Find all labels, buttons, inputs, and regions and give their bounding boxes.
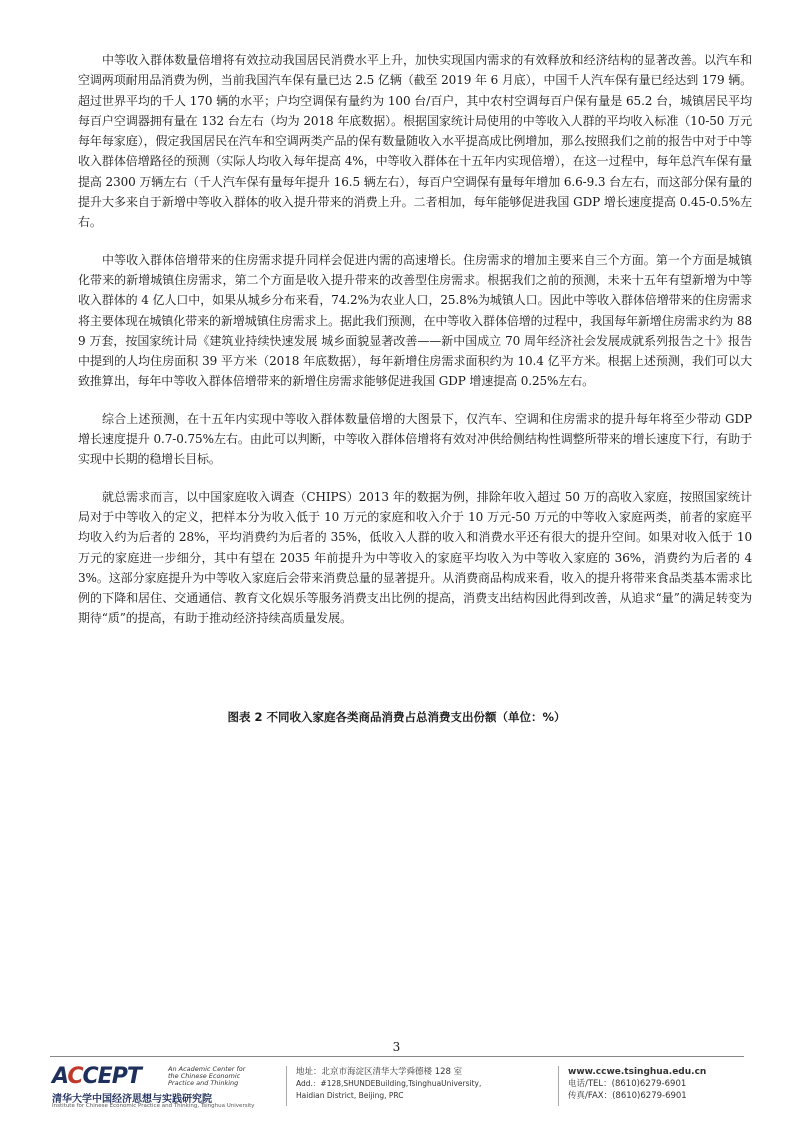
page-number: 3 [392,1040,401,1054]
footer-address [296,1066,481,1102]
logo-mark: ACCEPT [52,1064,141,1089]
page-footer [50,1062,744,1112]
logo-chinese-name: 清华大学中国经济思想与实践研究院 [52,1094,212,1105]
website-link[interactable]: www.ccwe.tsinghua.edu.cn [568,1067,707,1077]
fax: 传真/FAX：(8610)6279-6901 [568,1091,687,1101]
paragraph-summary: 综合上述预测，在十五年内实现中等收入群体数量倍增的大图景下，仅汽车、空调和住房需求的提升每年将至少带动 GDP 增长速度提升 0.7-0.75%左右。由此可以判断，中等收入群体倍增将有效对冲供给侧结构性调整所带来的增长速度下行，有助于实现中长期的稳增长目标。 [78,411,752,467]
telephone: 电话/TEL：(8610)6279-6901 [568,1079,687,1089]
paragraph-consumption: 中等收入群体数量倍增将有效拉动我国居民消费水平上升，加快实现国内需求的有效释放和经济结构的显著改善。以汽车和空调两项耐用品消费为例，当前我国汽车保有量已达 2.5 亿辆（截至 2019 年 6 月底），中国千人汽车保有量已经达到 179 辆。超过世界平均的千人 170 辆的水平；户均空调保有量约为 100 台/百户，其中农村空调每百户保有量是 65.2 台，城镇居民平均每百户空调器拥有量在 132 台左右（均为 2018 年底数据）。根据国家统计局使用的中等收入人群的平均收入标准（10-50 万元每年每家庭），假定我国居民在汽车和空调两类产品的保有数量随收入水平提高成比例增加，那么按照我们之前的报告中对于中等收入群体倍增路径的预测（实际人均收入每年提高 4%，中等收入群体在十五年内实现倍增），在这一过程中，每年总汽车保有量提高 2300 万辆左右（千人汽车保有量每年提升 16.5 辆左右），每百户空调保有量每年增加 6.6-9.3 台左右，而这部分保有量的提升大多来自于新增中等收入群体的收入提升带来的消费上升。二者相加，每年能够促进我国 GDP 增长速度提高 0.45-0.5%左右。 [78,53,752,230]
paragraph-aggregate-demand: 就总需求而言，以中国家庭收入调查（CHIPS）2013 年的数据为例，排除年收入超过 50 万的高收入家庭，按照国家统计局对于中等收入的定义，把样本分为收入低于 10 万元的家庭和收入介于 10 万元-50 万元的中等收入家庭两类，前者的家庭平均收入约为后者的 28%，平均消费约为后者的 35%，低收入人群的收入和消费水平还有很大的提升空间。如果对收入低于 10 万元的家庭进一步细分，其中有望在 2035 年前提升为中等收入的家庭平均收入为中等收入家庭的 36%，消费约为后者的 43%。这部分家庭提升为中等收入家庭后会带来消费总量的显著提升。从消费商品构成来看，收入的提升将带来食品类基本需求比例的下降和居住、交通通信、教育文化娱乐等服务消费支出比例的提高，消费支出结构因此得到改善，从追求“量”的满足转变为期待“质”的提高，有助于推动经济持续高质量发展。 [78,489,752,626]
figure-caption: 图表 2 不同收入家庭各类商品消费占总消费支出份额（单位：%） [227,710,566,724]
logo-english-name: Institute for Chinese Economic Practice and Thinking, Tsinghua University [52,1103,255,1109]
footer-separator [286,1066,287,1106]
address-english-line1: Add.：#128,SHUNDEBuilding,TsinghuaUniversity, [296,1079,482,1088]
address-english-line2: Haidian District, Beijing, PRC [296,1091,404,1100]
institute-logo [50,1064,300,1110]
footer-contact [568,1066,706,1102]
document-body [78,50,752,646]
address-chinese: 地址：北京市海淀区清华大学舜德楼 128 室 [296,1067,463,1077]
logo-tagline: An Academic Center for the Chinese Economic Practice and Thinking [168,1065,246,1087]
footer-divider [50,1056,744,1057]
footer-separator [558,1066,559,1106]
paragraph-housing: 中等收入群体倍增带来的住房需求提升同样会促进内需的高速增长。住房需求的增加主要来自三个方面。第一个方面是城镇化带来的新增城镇住房需求，第二个方面是收入提升带来的改善型住房需求。根据我们之前的预测，未来十五年有望新增为中等收入群体的 4 亿人口中，如果从城乡分布来看，74.2%为农业人口，25.8%为城镇人口。因此中等收入群体倍增带来的住房需求将主要体现在城镇化带来的新增城镇住房需求上。据此我们预测，在中等收入群体倍增的过程中，我国每年新增住房需求约为 889 万套，按国家统计局《建筑业持续快速发展 城乡面貌显著改善——新中国成立 70 周年经济社会发展成就系列报告之十》报告中提到的人均住房面积 39 平方米（2018 年底数据），每年新增住房需求面积约为 10.4 亿平方米。根据上述预测，我们可以大致推算出，每年中等收入群体倍增带来的新增住房需求能够促进我国 GDP 增速提高 0.25%左右。 [78,252,752,389]
